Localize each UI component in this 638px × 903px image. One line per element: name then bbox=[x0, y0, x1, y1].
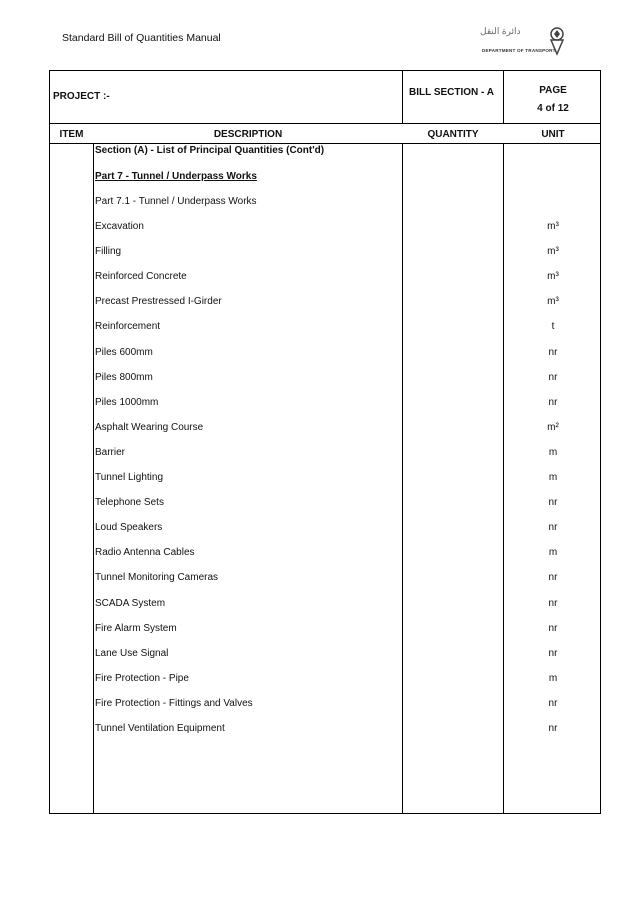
item-description: Lane Use Signal bbox=[95, 647, 169, 659]
logo-english-text: DEPARTMENT OF TRANSPORT bbox=[482, 48, 556, 53]
divider-project-bill bbox=[402, 71, 403, 123]
table-row bbox=[50, 397, 600, 411]
item-description: Piles 600mm bbox=[95, 346, 153, 358]
bill-section-label: BILL SECTION - A bbox=[409, 87, 494, 98]
item-unit: m bbox=[548, 446, 558, 458]
item-description: Barrier bbox=[95, 446, 126, 458]
item-unit: t bbox=[551, 321, 555, 333]
item-description: Piles 1000mm bbox=[95, 396, 159, 408]
item-description: Tunnel Lighting bbox=[95, 472, 164, 483]
item-description: Piles 800mm bbox=[95, 371, 153, 383]
item-unit: nr bbox=[548, 647, 558, 659]
item-description: Excavation bbox=[95, 221, 144, 232]
item-unit: nr bbox=[548, 396, 558, 408]
item-unit: m bbox=[548, 547, 558, 559]
item-unit: nr bbox=[548, 597, 558, 609]
table-row bbox=[50, 522, 600, 536]
table-row bbox=[50, 623, 600, 637]
item-unit: nr bbox=[548, 371, 558, 383]
bill-of-quantities-sheet bbox=[49, 70, 601, 814]
column-header-description: DESCRIPTION bbox=[213, 129, 283, 140]
department-of-transport-logo bbox=[478, 24, 568, 68]
item-description: SCADA System bbox=[95, 597, 166, 609]
page-number: 4 of 12 bbox=[537, 103, 569, 114]
table-row bbox=[50, 648, 600, 662]
item-unit: nr bbox=[548, 697, 558, 709]
item-description: Fire Protection - Fittings and Valves bbox=[95, 697, 253, 709]
table-row bbox=[50, 572, 600, 586]
column-header-unit: UNIT bbox=[541, 129, 565, 140]
item-unit: nr bbox=[548, 497, 558, 509]
header-separator bbox=[50, 123, 600, 124]
item-unit: nr bbox=[548, 522, 558, 534]
table-row bbox=[50, 598, 600, 612]
table-row bbox=[50, 472, 600, 486]
table-row bbox=[50, 422, 600, 436]
table-row bbox=[50, 497, 600, 511]
divider-bill-page bbox=[503, 71, 504, 123]
item-unit: nr bbox=[548, 572, 558, 584]
item-unit: m³ bbox=[547, 271, 559, 283]
column-header-quantity: QUANTITY bbox=[427, 129, 479, 140]
manual-title: Standard Bill of Quantities Manual bbox=[62, 32, 221, 44]
table-row bbox=[50, 372, 600, 386]
item-description: Loud Speakers bbox=[95, 522, 163, 534]
item-unit: m³ bbox=[547, 296, 559, 308]
item-unit: nr bbox=[548, 622, 558, 634]
part-heading: Part 7 - Tunnel / Underpass Works bbox=[95, 171, 257, 182]
logo-arabic-text: دائرة النقل bbox=[480, 26, 521, 36]
table-row bbox=[50, 698, 600, 712]
subpart-heading: Part 7.1 - Tunnel / Underpass Works bbox=[95, 196, 257, 207]
falcon-emblem-icon bbox=[548, 26, 566, 56]
table-row bbox=[50, 321, 600, 335]
table-row bbox=[50, 447, 600, 461]
item-description: Fire Alarm System bbox=[95, 622, 177, 634]
item-description: Tunnel Monitoring Cameras bbox=[95, 572, 219, 584]
table-row bbox=[50, 271, 600, 285]
item-description: Radio Antenna Cables bbox=[95, 547, 195, 559]
item-unit: m² bbox=[547, 421, 559, 433]
item-unit: m³ bbox=[547, 246, 559, 258]
page-label: PAGE bbox=[539, 85, 567, 96]
item-description: Reinforced Concrete bbox=[95, 271, 187, 283]
table-row bbox=[50, 347, 600, 361]
item-unit: m bbox=[548, 472, 558, 483]
item-description: Fire Protection - Pipe bbox=[95, 672, 189, 684]
table-row bbox=[50, 246, 600, 260]
item-description: Telephone Sets bbox=[95, 497, 164, 509]
item-unit: nr bbox=[548, 723, 558, 734]
column-header-item: ITEM bbox=[59, 129, 84, 140]
table-row bbox=[50, 296, 600, 310]
table-row bbox=[50, 673, 600, 687]
item-unit: nr bbox=[548, 346, 558, 358]
table-row bbox=[50, 547, 600, 561]
item-description: Filling bbox=[95, 246, 122, 258]
item-description: Asphalt Wearing Course bbox=[95, 421, 204, 433]
column-header-separator bbox=[50, 143, 600, 144]
project-label: PROJECT :- bbox=[53, 91, 110, 102]
item-description: Precast Prestressed I-Girder bbox=[95, 296, 222, 308]
table-row bbox=[50, 723, 600, 737]
item-unit: m³ bbox=[547, 221, 559, 232]
item-description: Reinforcement bbox=[95, 321, 161, 333]
section-heading: Section (A) - List of Principal Quantities (Cont'd) bbox=[95, 145, 325, 156]
item-unit: m bbox=[548, 672, 558, 684]
item-description: Tunnel Ventilation Equipment bbox=[95, 723, 225, 734]
table-row bbox=[50, 221, 600, 235]
